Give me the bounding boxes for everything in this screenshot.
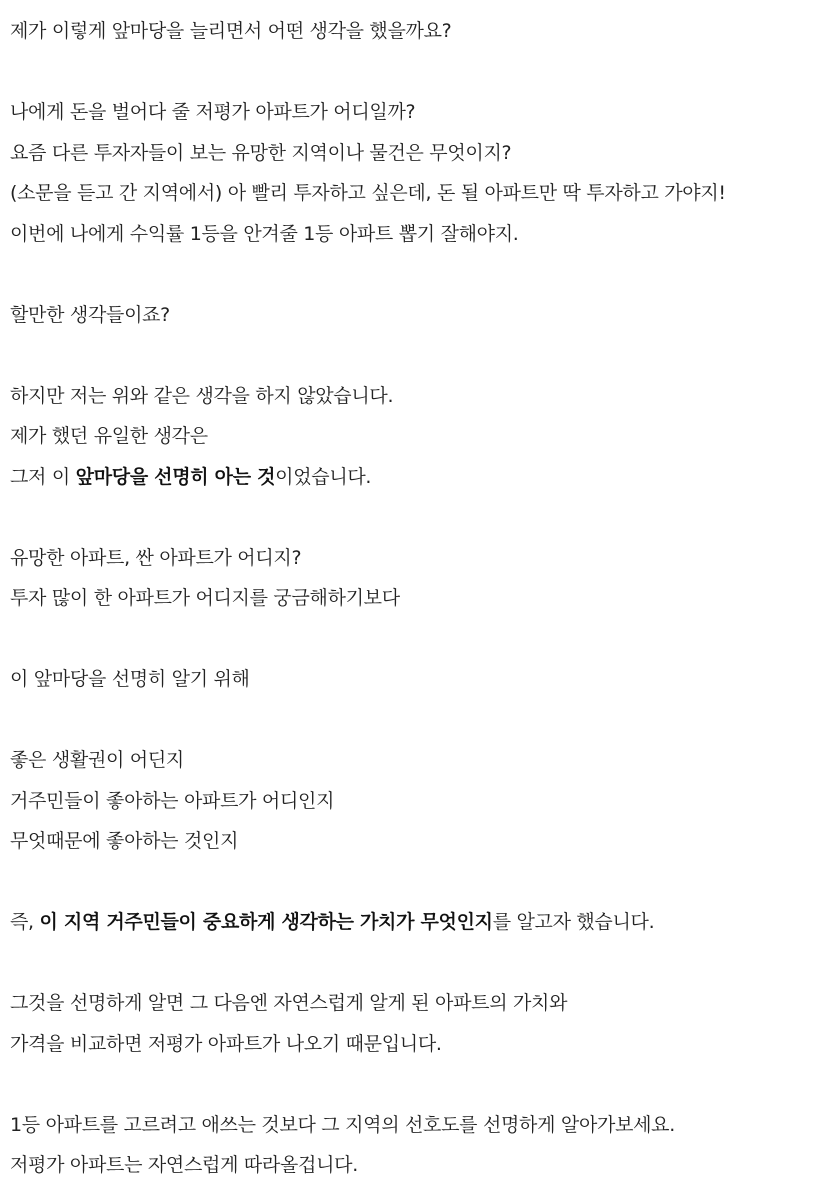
text-line: 그것을 선명하게 알면 그 다음엔 자연스럽게 알게 된 아파트의 가치와 — [10, 992, 568, 1014]
paragraph-gap — [10, 52, 825, 93]
text-line-with-emphasis — [10, 457, 825, 498]
emphasized-text: 이 지역 거주민들이 중요하게 생각하는 가치가 무엇인지 — [39, 911, 493, 933]
paragraph-gap — [10, 497, 825, 538]
text-line: 가격을 비교하면 저평가 아파트가 나오기 때문입니다. — [10, 1032, 442, 1055]
text-line: 저평가 아파트는 자연스럽게 따라올겁니다. — [10, 1154, 358, 1176]
text-line-with-emphasis — [10, 902, 825, 943]
text-line: 이 앞마당을 선명히 알기 위해 — [10, 668, 250, 690]
text-segment: 를 알고자 했습니다. — [492, 911, 655, 933]
text-line: 좋은 생활권이 어딘지 — [10, 749, 184, 771]
text-segment: 이었습니다. — [275, 465, 372, 488]
text-line: 이번에 나에게 수익률 1등을 안겨줄 1등 아파트 뽑기 잘해야지. — [10, 222, 519, 245]
article-body — [10, 11, 825, 1186]
text-line: 1등 아파트를 고르려고 애쓰는 것보다 그 지역의 선호도를 선명하게 알아가보세요. — [10, 1113, 675, 1136]
text-line: 무엇때문에 좋아하는 것인지 — [10, 830, 239, 852]
text-line: (소문을 듣고 간 지역에서) 아 빨리 투자하고 싶은데, 돈 될 아파트만 딱 투자하고 가야지! — [10, 182, 726, 204]
paragraph-gap — [10, 700, 825, 741]
text-line: 나에게 돈을 벌어다 줄 저평가 아파트가 어디일까? — [10, 101, 416, 123]
text-segment: 즉, — [10, 911, 40, 933]
text-line: 제가 이렇게 앞마당을 늘리면서 어떤 생각을 했을까요? — [10, 20, 452, 42]
text-segment: 그저 이 — [10, 465, 76, 488]
paragraph-gap — [10, 335, 825, 376]
paragraph-gap — [10, 619, 825, 660]
paragraph-gap — [10, 862, 825, 903]
text-line: 거주민들이 좋아하는 아파트가 어디인지 — [10, 789, 335, 812]
text-line: 투자 많이 한 아파트가 어디지를 궁금해하기보다 — [10, 587, 400, 609]
paragraph-gap — [10, 1064, 825, 1105]
paragraph-gap — [10, 254, 825, 295]
text-line: 요즘 다른 투자자들이 보는 유망한 지역이나 물건은 무엇이지? — [10, 141, 512, 164]
text-line: 할만한 생각들이죠? — [10, 303, 170, 326]
text-line: 하지만 저는 위와 같은 생각을 하지 않았습니다. — [10, 384, 394, 407]
emphasized-text: 앞마당을 선명히 아는 것 — [75, 465, 276, 488]
text-line: 제가 했던 유일한 생각은 — [10, 425, 208, 447]
text-line: 유망한 아파트, 싼 아파트가 어디지? — [10, 546, 302, 569]
paragraph-gap — [10, 943, 825, 984]
